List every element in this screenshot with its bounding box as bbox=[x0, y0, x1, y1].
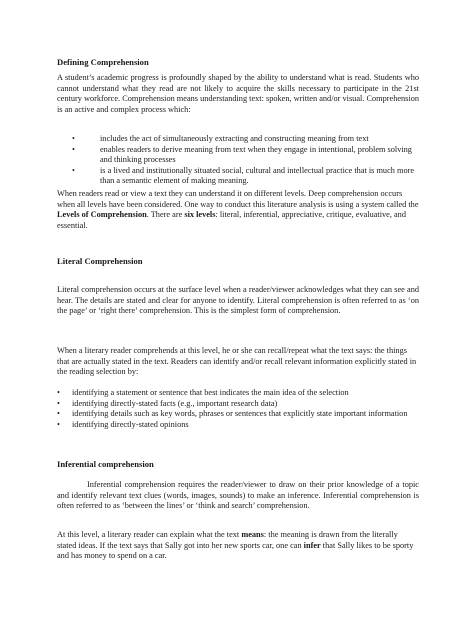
bullet-icon: • bbox=[72, 144, 75, 154]
paragraph-literal-recall: When a literary reader comprehends at this level, he or she can recall/repeat what the text says: the things that are actually stated in the text. Readers can identify and/or recall relevant information explicitly stated in the reading selection by: bbox=[57, 346, 417, 377]
list-item: • identifying directly-stated facts (e.g., important research data) bbox=[57, 398, 278, 408]
bullet-icon: • bbox=[57, 398, 60, 408]
bullet-icon: • bbox=[72, 165, 75, 175]
paragraph-inferential-intro: Inferential comprehension requires the reader/viewer to draw on their prior knowledge of a topic and identify relevant text clues (words, images, sounds) to make an inference. Inferential comprehension is often referred to as ‘between the lines’ or ‘think and search’ comprehension. bbox=[57, 480, 419, 511]
paragraph-defining-intro: A student’s academic progress is profoundly shaped by the ability to understand what is read. Students who cannot understand what they read are not likely to acquire the skills necessary to participate in the 21st century workforce. Comprehension means understanding text: spoken, written and/or visual. Comprehension is an active and complex process which: bbox=[57, 73, 419, 114]
paragraph-literal-intro: Literal comprehension occurs at the surface level when a reader/viewer acknowledges what they can see and hear. The details are stated and clear for anyone to identify. Literal comprehension is often referred to as ‘on the page’ or ‘right there’ comprehension. This is the simplest form of comprehension. bbox=[57, 285, 419, 316]
list-item: • includes the act of simultaneously extracting and constructing meaning from text bbox=[72, 134, 369, 143]
list-item: • identifying a statement or sentence that best indicates the main idea of the selection bbox=[57, 388, 349, 397]
list-item: • identifying directly-stated opinions bbox=[57, 419, 189, 429]
paragraph-levels: When readers read or view a text they can understand it on different levels. Deep comprehension occurs when all levels have been considered. One way to conduct this literature analysis is using a system called the Levels of Comprehension. There are six levels: literal, inferential, appreciative, critique, evaluative, and essential. bbox=[57, 189, 419, 230]
section-heading-defining: Defining Comprehension bbox=[57, 57, 149, 67]
bullet-icon: • bbox=[57, 388, 60, 397]
bullet-icon: • bbox=[72, 134, 75, 143]
bullet-icon: • bbox=[57, 409, 60, 419]
section-heading-literal: Literal Comprehension bbox=[57, 256, 143, 266]
six-levels-term: six levels bbox=[184, 210, 216, 220]
bullet-icon: • bbox=[57, 419, 60, 429]
list-comprehension-process bbox=[57, 134, 419, 187]
section-heading-inferential: Inferential comprehension bbox=[57, 459, 154, 469]
paragraph-inferential-example: At this level, a literary reader can explain what the text means: the meaning is drawn from the literally stated ideas. If the text says that Sally got into her new sports car, one can infer that Sally likes to be sporty and has money to spend on a car. bbox=[57, 530, 414, 561]
list-item: • enables readers to derive meaning from text when they engage in intentional, problem solving and thinking processes bbox=[72, 144, 412, 165]
infer-term: infer bbox=[303, 540, 321, 550]
list-item: • is a lived and institutionally situated social, cultural and intellectual practice that is much more than a semantic element of making meaning. bbox=[72, 165, 415, 186]
levels-of-comprehension-term: Levels of Comprehension bbox=[57, 210, 147, 220]
list-item: • identifying details such as key words, phrases or sentences that explicitly state important information bbox=[57, 409, 408, 419]
means-term: means bbox=[241, 530, 264, 539]
list-literal-skills bbox=[57, 388, 419, 430]
